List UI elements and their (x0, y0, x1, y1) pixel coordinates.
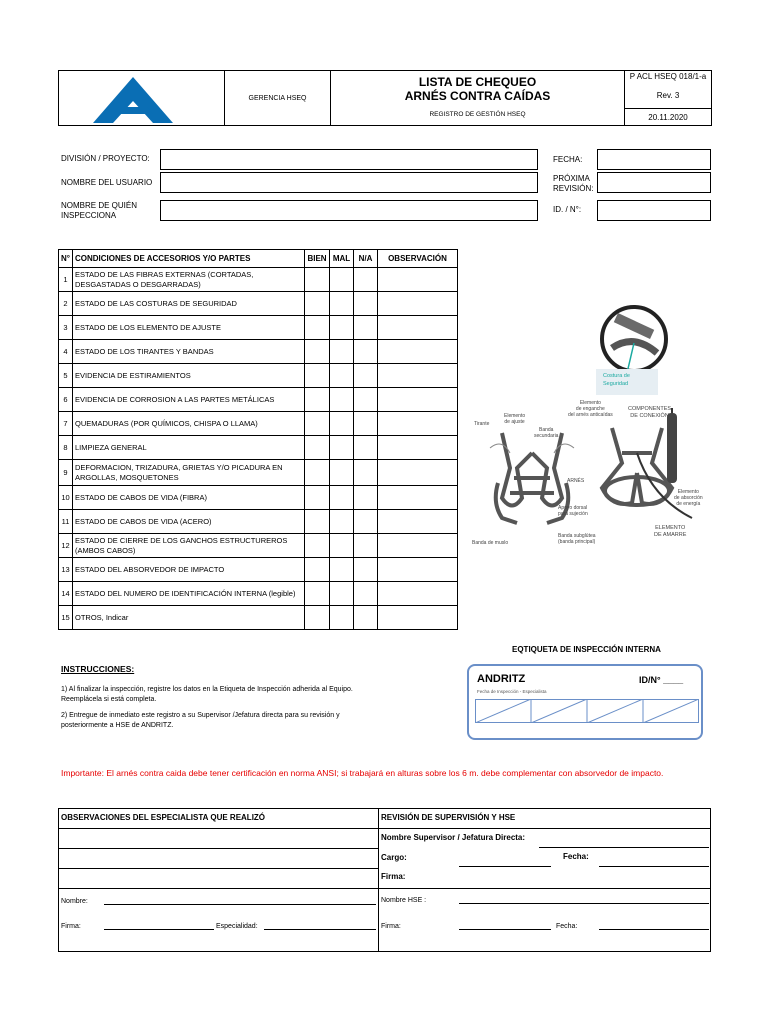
banda-sub-label (558, 533, 596, 545)
row-observacion-cell[interactable] (378, 558, 458, 582)
apoyo-line2: para sujeción (558, 511, 588, 517)
hse-name-line[interactable] (459, 903, 709, 904)
checklist-row (59, 582, 458, 606)
componentes-label (628, 406, 671, 420)
elem-ajuste-line2: de ajuste (504, 419, 525, 425)
elem-enganche-line2: de enganche (575, 406, 605, 412)
doc-title-line1: LISTA DE CHEQUEO (418, 75, 537, 89)
checklist-row (59, 292, 458, 316)
specialist-name-line[interactable] (104, 904, 376, 905)
row-observacion-cell[interactable] (378, 510, 458, 534)
doc-title-line2: ARNÉS CONTRA CAÍDAS (404, 89, 551, 103)
instruction-1-line2: Reemplácela si está completa. (61, 696, 157, 703)
row-mal-cell[interactable] (330, 486, 354, 510)
row-observacion-cell[interactable] (378, 582, 458, 606)
costura-line2: Seguridad (603, 381, 629, 387)
row-number: 9 (59, 460, 73, 486)
specialist-sign-label: Firma: (61, 923, 81, 930)
label-subtitle: Fecha de Inspección - Especialista (477, 689, 547, 694)
row-observacion-cell[interactable] (378, 340, 458, 364)
registry-label: REGISTRO DE GESTIÓN HSEQ (429, 111, 526, 118)
user-name-input[interactable] (160, 172, 538, 193)
banda-sec-label (534, 427, 558, 439)
amarre-label (654, 525, 686, 539)
andritz-logo-icon (59, 71, 225, 125)
row-condition: ESTADO DE LAS COSTURAS DE SEGURIDAD (73, 292, 305, 316)
row-na-cell[interactable] (354, 606, 378, 630)
supervisor-date-line[interactable] (599, 866, 709, 867)
row-condition: ESTADO DE CABOS DE VIDA (ACERO) (73, 510, 305, 534)
revision-cell (625, 71, 711, 125)
specialty-line[interactable] (264, 929, 376, 930)
doc-rev: Rev. 3 (656, 91, 680, 100)
specialist-name-label: Nombre: (61, 898, 88, 905)
row-number: 1 (59, 268, 73, 292)
banda-sec-line1: Banda (539, 427, 554, 433)
row-observacion-cell[interactable] (378, 460, 458, 486)
id-input[interactable] (597, 200, 711, 221)
row-observacion-cell[interactable] (378, 268, 458, 292)
ansi-warning: Importante: El arnés contra caida debe tener certificación en norma ANSI; si trabajará en alturas sobre los 6 m. debe complementar con absorvedor de impacto. (61, 768, 664, 778)
costura-line1: Costura de (603, 373, 630, 379)
inspector-input[interactable] (160, 200, 538, 221)
title-cell (331, 71, 625, 125)
row-bien-cell[interactable] (305, 268, 330, 292)
componentes-line2: DE CONEXIÓN (630, 413, 669, 419)
supervisor-name-line[interactable] (539, 847, 709, 848)
next-review-label (553, 174, 593, 194)
absorb-line1: Elemento (677, 489, 699, 495)
row-bien-cell[interactable] (305, 364, 330, 388)
row-number: 13 (59, 558, 73, 582)
row-na-cell[interactable] (354, 486, 378, 510)
signoff-divider (378, 809, 379, 951)
supervisor-name-label: Nombre Supervisor / Jefatura Directa: (381, 833, 526, 842)
row-na-cell[interactable] (354, 292, 378, 316)
row-mal-cell[interactable] (330, 340, 354, 364)
row-observacion-cell[interactable] (378, 316, 458, 340)
checklist-row (59, 460, 458, 486)
row-mal-cell[interactable] (330, 316, 354, 340)
apoyo-label (558, 505, 588, 517)
tirante-label: Tirante (474, 421, 490, 427)
header-observacion: OBSERVACIÓN (378, 250, 458, 268)
row-observacion-cell[interactable] (378, 606, 458, 630)
row-condition: ESTADO DEL NUMERO DE IDENTIFICACIÓN INTERNA (legible) (73, 582, 305, 606)
row-bien-cell[interactable] (305, 412, 330, 436)
elem-enganche-label (568, 400, 613, 418)
date-input[interactable] (597, 149, 711, 170)
banda-sub-line1: Banda subglútea (558, 533, 596, 539)
row-observacion-cell[interactable] (378, 534, 458, 558)
row-condition: ESTADO DE LOS TIRANTES Y BANDAS (73, 340, 305, 364)
label-brand: ANDRITZ (477, 673, 526, 685)
checklist-row (59, 534, 458, 558)
date-label: FECHA: (553, 155, 583, 164)
row-mal-cell[interactable] (330, 582, 354, 606)
row-mal-cell[interactable] (330, 460, 354, 486)
row-number: 2 (59, 292, 73, 316)
row-number: 15 (59, 606, 73, 630)
instructions-title: INSTRUCCIONES: (61, 664, 135, 674)
row-na-cell[interactable] (354, 340, 378, 364)
row-na-cell[interactable] (354, 436, 378, 460)
row-number: 3 (59, 316, 73, 340)
elem-ajuste-label (504, 413, 525, 425)
header-num: N° (59, 250, 73, 268)
row-number: 12 (59, 534, 73, 558)
hse-name-label: Nombre HSE : (381, 897, 427, 904)
next-review-input[interactable] (597, 172, 711, 193)
row-bien-cell[interactable] (305, 510, 330, 534)
elem-ajuste-line1: Elemento (504, 413, 526, 419)
row-bien-cell[interactable] (305, 316, 330, 340)
row-condition: QUEMADURAS (POR QUÍMICOS, CHISPA O LLAMA) (73, 412, 305, 436)
label-id: ID/N° ____ (639, 675, 684, 685)
row-condition: DEFORMACION, TRIZADURA, GRIETAS Y/O PICADURA EN ARGOLLAS, MOSQUETONES (73, 460, 305, 486)
checklist-row (59, 412, 458, 436)
elem-enganche-line3: del arnés anticaídas (568, 412, 613, 418)
header-conditions: CONDICIONES DE ACCESORIOS Y/O PARTES (73, 250, 305, 268)
row-bien-cell[interactable] (305, 388, 330, 412)
row-observacion-cell[interactable] (378, 486, 458, 510)
cargo-line[interactable] (459, 866, 551, 867)
supervision-title: REVISIÓN DE SUPERVISIÓN Y HSE (381, 813, 516, 822)
next-review-line1: PRÓXIMA (553, 174, 590, 183)
id-label: ID. / N°: (553, 205, 582, 214)
row-mal-cell[interactable] (330, 388, 354, 412)
row-mal-cell[interactable] (330, 510, 354, 534)
supervisor-sign-label: Firma: (381, 872, 406, 881)
row-condition: LIMPIEZA GENERAL (73, 436, 305, 460)
row-na-cell[interactable] (354, 460, 378, 486)
supervisor-date-label: Fecha: (563, 852, 589, 861)
next-review-line2: REVISIÓN: (553, 184, 594, 193)
checklist-row (59, 558, 458, 582)
signoff-table (58, 808, 711, 952)
hse-sign-line[interactable] (459, 929, 551, 930)
row-condition: EVIDENCIA DE ESTIRAMIENTOS (73, 364, 305, 388)
row-na-cell[interactable] (354, 268, 378, 292)
row-number: 4 (59, 340, 73, 364)
checklist-row (59, 510, 458, 534)
row-condition: ESTADO DE LAS FIBRAS EXTERNAS (CORTADAS, DESGASTADAS O DESGARRADAS) (73, 268, 305, 292)
row-bien-cell[interactable] (305, 558, 330, 582)
row-bien-cell[interactable] (305, 460, 330, 486)
row-number: 5 (59, 364, 73, 388)
header-mal: MAL (330, 250, 354, 268)
checklist-row (59, 340, 458, 364)
banda-muslo-label: Banda de muslo (472, 540, 509, 546)
row-na-cell[interactable] (354, 364, 378, 388)
row-mal-cell[interactable] (330, 606, 354, 630)
instruction-2-line2: posteriormente a HSE de ANDRITZ. (61, 722, 174, 729)
row-condition: ESTADO DE LOS ELEMENTO DE AJUSTE (73, 316, 305, 340)
checklist-header-row (59, 250, 458, 268)
row-na-cell[interactable] (354, 388, 378, 412)
row-bien-cell[interactable] (305, 436, 330, 460)
banda-sec-line2: secundaria (534, 433, 559, 439)
checklist-row (59, 316, 458, 340)
specialist-sign-line[interactable] (104, 929, 214, 930)
elem-enganche-line1: Elemento (579, 400, 601, 406)
checklist-row (59, 388, 458, 412)
user-name-label: NOMBRE DEL USUARIO (61, 178, 153, 187)
specialist-observations-input[interactable] (59, 829, 378, 888)
row-mal-cell[interactable] (330, 412, 354, 436)
harness-figure (462, 303, 712, 558)
row-na-cell[interactable] (354, 316, 378, 340)
row-na-cell[interactable] (354, 510, 378, 534)
inspection-label-card (467, 664, 703, 740)
checklist-row (59, 364, 458, 388)
amarre-line1: ELEMENTO (655, 525, 686, 531)
row-bien-cell[interactable] (305, 340, 330, 364)
cargo-label: Cargo: (381, 853, 407, 862)
apoyo-line1: Apoyo dorsal (558, 505, 588, 511)
row-mal-cell[interactable] (330, 364, 354, 388)
checklist-row (59, 606, 458, 630)
row-number: 14 (59, 582, 73, 606)
row-na-cell[interactable] (354, 534, 378, 558)
department-cell: GERENCIA HSEQ (225, 71, 331, 125)
row-mal-cell[interactable] (330, 436, 354, 460)
division-label: DIVISIÓN / PROYECTO: (61, 154, 150, 163)
row-observacion-cell[interactable] (378, 292, 458, 316)
row-na-cell[interactable] (354, 558, 378, 582)
specialty-label: Especialidad: (216, 923, 258, 930)
row-observacion-cell[interactable] (378, 388, 458, 412)
logo-cell (59, 71, 225, 125)
row-mal-cell[interactable] (330, 534, 354, 558)
hse-date-line[interactable] (599, 929, 709, 930)
checklist-table (58, 249, 458, 630)
document-header (58, 70, 712, 126)
checklist-row (59, 486, 458, 510)
row-mal-cell[interactable] (330, 292, 354, 316)
arnes-label: ARNÉS (567, 478, 585, 484)
amarre-line2: DE AMARRE (654, 532, 687, 538)
row-condition: ESTADO DEL ABSORVEDOR DE IMPACTO (73, 558, 305, 582)
instruction-1-line1: 1) Al finalizar la inspección, registre los datos en la Etiqueta de Inspección adherida al Equipo. (61, 686, 353, 693)
row-observacion-cell[interactable] (378, 436, 458, 460)
division-input[interactable] (160, 149, 538, 170)
row-mal-cell[interactable] (330, 268, 354, 292)
hse-sign-label: Firma: (381, 923, 401, 930)
inspector-label (61, 201, 137, 221)
row-number: 11 (59, 510, 73, 534)
row-bien-cell[interactable] (305, 534, 330, 558)
row-condition: EVIDENCIA DE CORROSION A LAS PARTES METÁLICAS (73, 388, 305, 412)
instruction-2-line1: 2) Entregue de inmediato este registro a su Supervisor /Jefatura directa para su revisión y (61, 712, 340, 719)
checklist-row (59, 436, 458, 460)
absorb-line2: de absorción (674, 495, 703, 501)
label-title: EQTIQUETA DE INSPECCIÓN INTERNA (512, 645, 661, 654)
specialist-obs-title: OBSERVACIONES DEL ESPECIALISTA QUE REALIZÓ (61, 813, 266, 822)
header-na: N/A (354, 250, 378, 268)
instructions-body (61, 685, 381, 731)
componentes-line1: COMPONENTES (628, 406, 672, 412)
row-na-cell[interactable] (354, 412, 378, 436)
row-number: 8 (59, 436, 73, 460)
row-na-cell[interactable] (354, 582, 378, 606)
absorb-line3: de energía (676, 501, 701, 507)
row-bien-cell[interactable] (305, 582, 330, 606)
checklist-row (59, 268, 458, 292)
row-bien-cell[interactable] (305, 486, 330, 510)
row-bien-cell[interactable] (305, 606, 330, 630)
doc-code: P ACL HSEQ 018/1-a (629, 72, 707, 81)
costura-label (603, 372, 630, 388)
inspector-label-line2: INSPECCIONA (61, 211, 117, 220)
row-observacion-cell[interactable] (378, 364, 458, 388)
row-condition: ESTADO DE CIERRE DE LOS GANCHOS ESTRUCTUREROS (AMBOS CABOS) (73, 534, 305, 558)
absorb-label (674, 489, 703, 507)
row-number: 7 (59, 412, 73, 436)
inspector-label-line1: NOMBRE DE QUIÉN (61, 201, 138, 210)
row-bien-cell[interactable] (305, 292, 330, 316)
hse-date-label: Fecha: (556, 923, 578, 930)
doc-date: 20.11.2020 (625, 108, 711, 125)
row-number: 10 (59, 486, 73, 510)
banda-sub-line2: (banda principal) (558, 539, 596, 545)
row-condition: ESTADO DE CABOS DE VIDA (FIBRA) (73, 486, 305, 510)
row-number: 6 (59, 388, 73, 412)
harness-illustration-icon (462, 303, 712, 558)
label-grid-icon (475, 699, 699, 723)
header-bien: BIEN (305, 250, 330, 268)
row-observacion-cell[interactable] (378, 412, 458, 436)
row-condition: OTROS, Indicar (73, 606, 305, 630)
row-mal-cell[interactable] (330, 558, 354, 582)
